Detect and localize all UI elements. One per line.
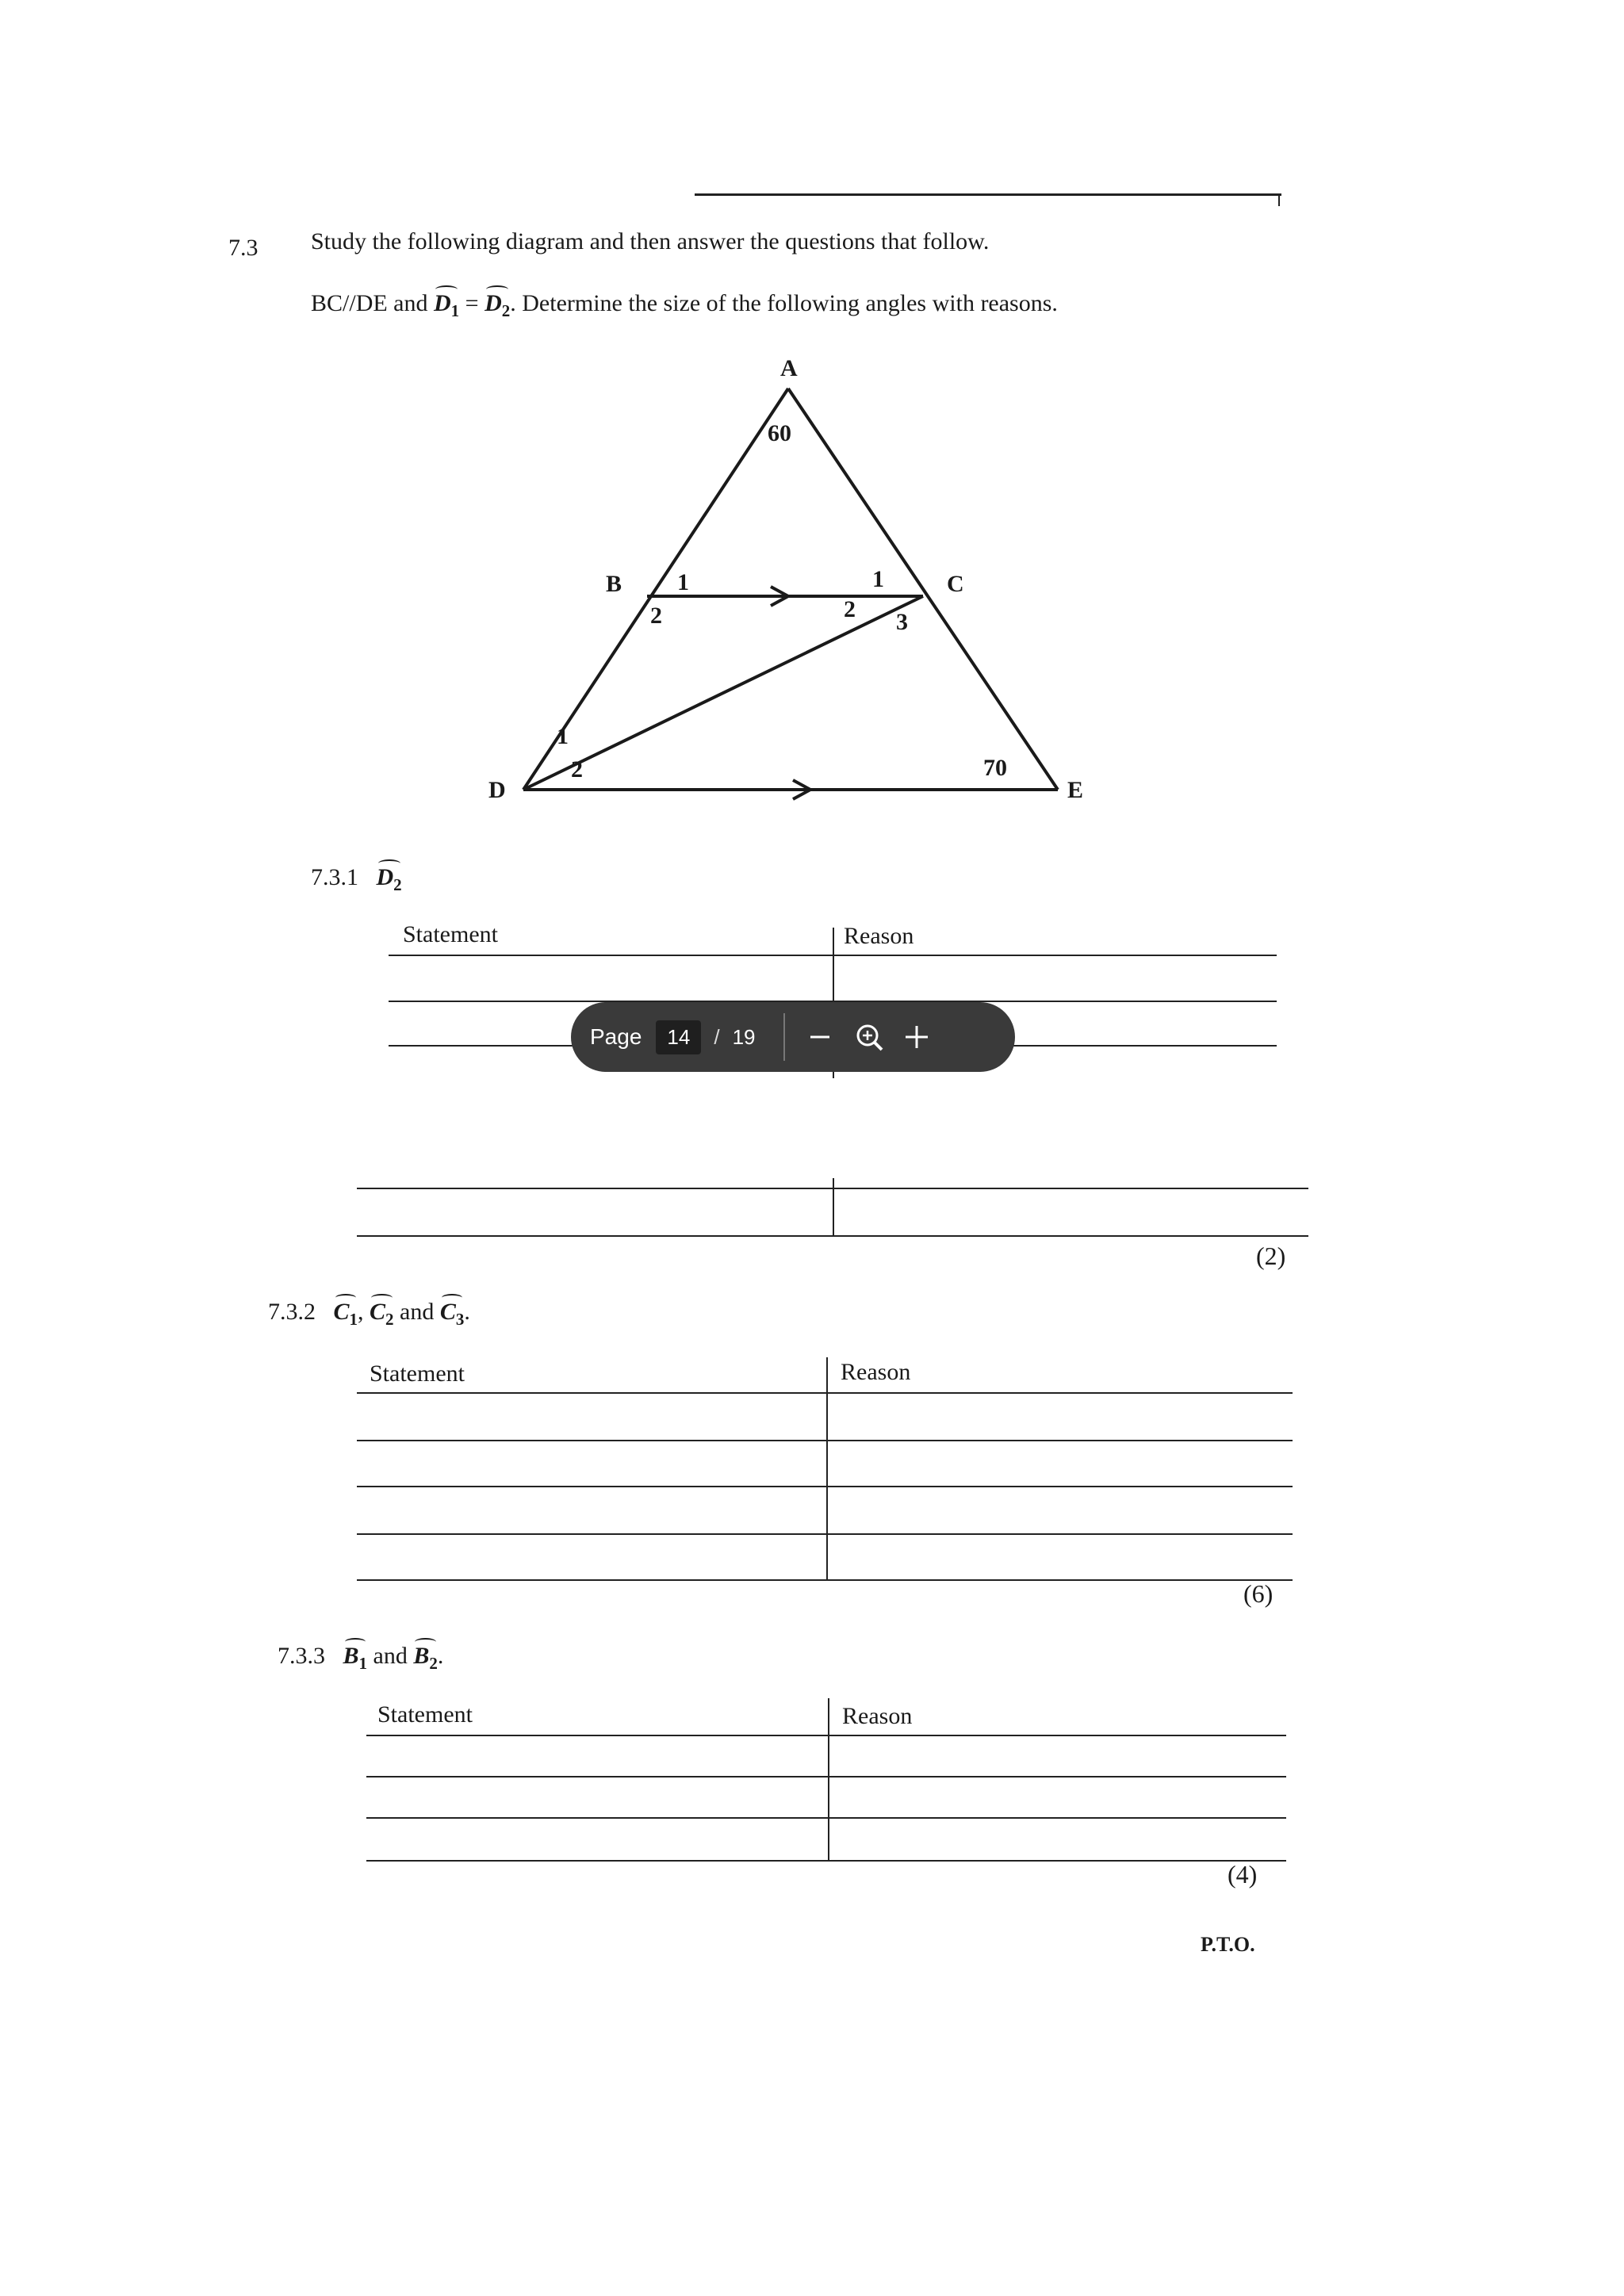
table2-divider bbox=[826, 1357, 828, 1581]
toolbar-divider bbox=[783, 1013, 785, 1061]
table2-line bbox=[357, 1579, 1293, 1581]
question-number: 7.3 bbox=[228, 235, 259, 261]
angle-a-value: 60 bbox=[768, 420, 791, 446]
angle-d1-label: 1 bbox=[557, 723, 569, 749]
marks-7-3-2: (6) bbox=[1243, 1579, 1274, 1608]
angle-c2-label: 2 bbox=[844, 596, 856, 622]
table2-line bbox=[357, 1392, 1293, 1394]
angle-c3-label: 3 bbox=[896, 609, 908, 635]
subquestion-number: 7.3.2 bbox=[268, 1299, 316, 1325]
reason-header-2: Reason bbox=[841, 1359, 911, 1385]
table2-line bbox=[357, 1486, 1293, 1487]
period: . bbox=[437, 1643, 444, 1669]
plus-icon[interactable] bbox=[899, 1013, 947, 1061]
angle-d2-target: $D_2$ bbox=[376, 864, 402, 894]
pto-footer: P.T.O. bbox=[1201, 1933, 1255, 1956]
angle-d2: $D_2$ bbox=[485, 290, 511, 320]
given-statement bbox=[311, 290, 1058, 321]
zoom-icon[interactable] bbox=[852, 1013, 899, 1061]
angle-b2-label: 2 bbox=[650, 603, 662, 629]
point-e-label: E bbox=[1067, 777, 1084, 803]
angle-c2-target: $C_2$ bbox=[370, 1299, 394, 1329]
table3-line bbox=[366, 1860, 1286, 1862]
angle-d1: $D_1$ bbox=[434, 290, 460, 320]
angle-b2-target: $B_2$ bbox=[413, 1643, 438, 1673]
subquestion-7-3-1-label bbox=[311, 864, 402, 895]
table3-divider bbox=[828, 1698, 829, 1862]
table3-line bbox=[366, 1735, 1286, 1736]
current-page-input[interactable]: 14 bbox=[656, 1020, 701, 1054]
comma: , bbox=[358, 1299, 364, 1325]
pdf-viewer-toolbar bbox=[571, 1002, 1015, 1072]
segment-dc bbox=[523, 596, 923, 790]
point-b-label: B bbox=[606, 571, 622, 597]
given-equals: = bbox=[465, 290, 479, 316]
table2-line bbox=[357, 1533, 1293, 1535]
triangle-diagram bbox=[460, 349, 1094, 809]
reason-header-3: Reason bbox=[842, 1703, 913, 1729]
table3-line bbox=[366, 1776, 1286, 1777]
point-c-label: C bbox=[947, 571, 964, 597]
total-pages: 19 bbox=[732, 1024, 756, 1049]
page-separator: / bbox=[714, 1024, 720, 1049]
and-word: and bbox=[373, 1643, 408, 1669]
table2-line bbox=[357, 1440, 1293, 1441]
minus-icon[interactable] bbox=[804, 1013, 852, 1061]
reason-header-1: Reason bbox=[844, 923, 914, 949]
point-d-label: D bbox=[488, 777, 506, 803]
statement-header-3: Statement bbox=[377, 1701, 473, 1728]
angle-d2-label: 2 bbox=[571, 756, 583, 783]
angle-e-value: 70 bbox=[983, 755, 1007, 781]
question-instruction: Study the following diagram and then answer the questions that follow. bbox=[311, 228, 990, 254]
angle-c3-target: $C_3$ bbox=[439, 1299, 465, 1329]
side-ae bbox=[788, 388, 1058, 790]
angle-b1-target: $B_1$ bbox=[343, 1643, 368, 1673]
subquestion-7-3-2-label bbox=[268, 1299, 470, 1330]
angle-c1-target: $C_1$ bbox=[333, 1299, 358, 1329]
statement-header-1: Statement bbox=[403, 921, 498, 947]
angle-c1-label: 1 bbox=[872, 566, 884, 592]
page-label: Page bbox=[590, 1024, 642, 1049]
marks-7-3-1: (2) bbox=[1256, 1242, 1286, 1270]
subquestion-number: 7.3.3 bbox=[278, 1643, 325, 1669]
given-suffix: . Determine the size of the following angles with reasons. bbox=[510, 290, 1058, 316]
table3-line bbox=[366, 1817, 1286, 1819]
point-a-label: A bbox=[780, 355, 798, 381]
table1-divider bbox=[833, 1178, 834, 1237]
and-word: and bbox=[400, 1299, 435, 1325]
top-rule bbox=[695, 193, 1281, 196]
statement-header-2: Statement bbox=[370, 1360, 465, 1387]
subquestion-number: 7.3.1 bbox=[311, 864, 358, 890]
top-rule-tick bbox=[1278, 193, 1280, 206]
given-prefix: BC//DE and bbox=[311, 290, 428, 316]
period: . bbox=[464, 1299, 470, 1325]
subquestion-7-3-3-label bbox=[278, 1643, 443, 1674]
marks-7-3-3: (4) bbox=[1228, 1860, 1258, 1888]
angle-b1-label: 1 bbox=[677, 569, 689, 595]
